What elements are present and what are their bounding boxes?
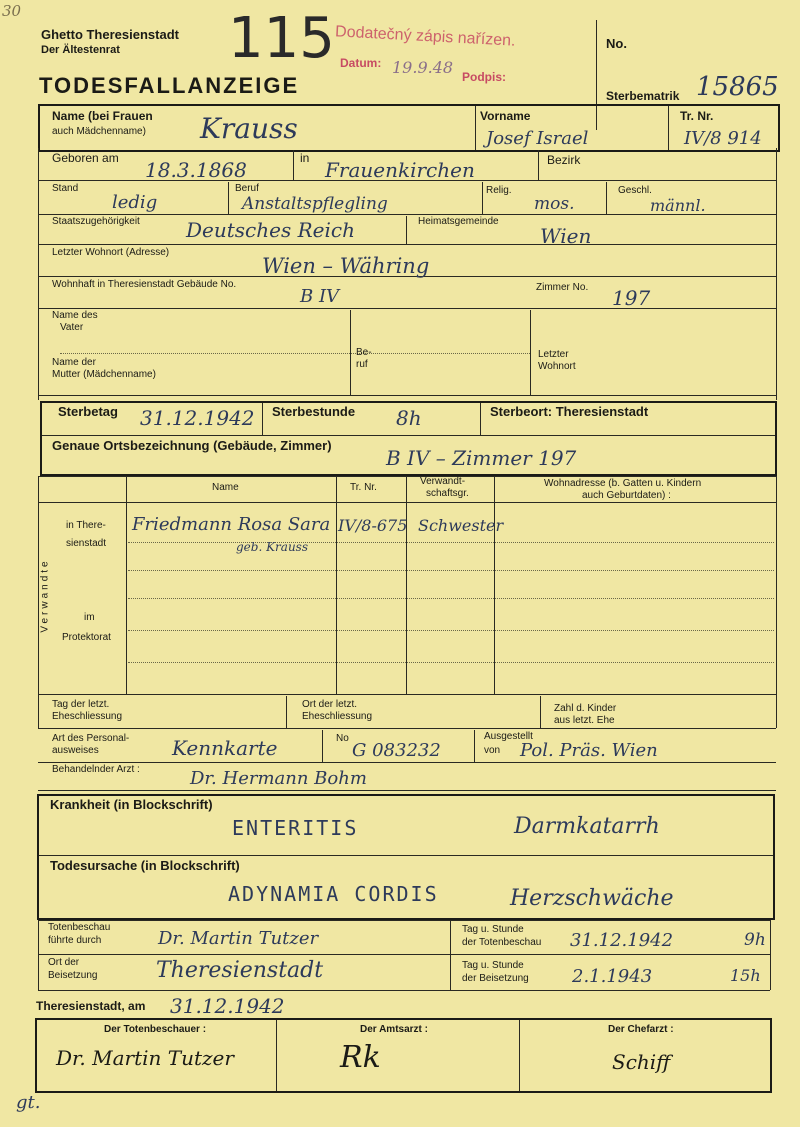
relative-trnr: IV/8-675 [338,516,408,535]
kinder-label-2: aus letzt. Ehe [554,715,615,726]
zimmer-value: 197 [612,286,651,310]
sterbematrik-label: Sterbematrik [606,89,680,103]
beisetzung-tag-label-2: der Beisetzung [462,973,529,984]
ortsbezeichnung-label: Genaue Ortsbezeichnung (Gebäude, Zimmer) [52,438,332,453]
council-title: Der Ältestenrat [41,44,120,56]
sterbestunde-value: 8h [396,406,422,430]
relative-name-2: geb. Krauss [236,540,308,554]
corner-signature: gt. [16,1092,41,1113]
ausweis-label-1: Art des Personal- [52,733,130,744]
name-label: Name (bei Frauen [52,109,153,123]
stamp-datum-value: 19.9.48 [392,58,454,77]
in-there-label-2: sienstadt [66,538,107,549]
relatives-name-header: Name [212,482,239,493]
ausweis-no-value: G 083232 [352,740,441,761]
beisetzung-label-1: Ort der [48,957,80,968]
arzt-value: Dr. Hermann Bohm [190,768,367,789]
totenbeschau-tag-label-2: der Totenbeschau [462,937,542,948]
wohnhaft-label: Wohnhaft in Theresienstadt Gebäude No. [52,279,237,290]
ausgestellt-label-2: von [484,745,501,756]
wohnort-value: Wien – Währing [262,254,430,278]
no-label: No. [606,36,627,51]
kinder-label-1: Zahl d. Kinder [554,703,617,714]
relatives-verw-header-2: schaftsgr. [426,488,469,499]
relatives-trnr-header: Tr. Nr. [350,482,377,493]
totenbeschau-stunde-value: 9h [744,930,766,950]
surname-value: Krauss [200,112,298,145]
relatives-side-label: Verwandte [39,558,51,633]
relatives-verw-header-1: Verwandt- [420,476,466,487]
totenbeschau-tag-value: 31.12.1942 [570,930,674,951]
geschl-value: männl. [650,196,706,215]
totenbeschau-label-1: Totenbeschau [48,922,111,933]
mutter-label-2: Mutter (Mädchenname) [52,369,156,380]
heimat-label: Heimatsgemeinde [418,216,499,227]
amtsarzt-label: Der Amtsarzt : [360,1024,428,1035]
geboren-label: Geboren am [52,151,119,165]
protektorat-label: Protektorat [62,632,111,643]
totenbeschau-tag-label-1: Tag u. Stunde [462,924,524,935]
parents-beruf-label-2: ruf [356,359,368,370]
parents-wohnort-label-1: Letzter [538,349,569,360]
beschauer-label: Der Totenbeschauer : [104,1024,207,1035]
parents-wohnort-label-2: Wohnort [538,361,576,372]
ausweis-value: Kennkarte [172,736,278,760]
ehe-ort-label-2: Eheschliessung [302,711,373,722]
sterbematrik-value: 15865 [696,72,779,102]
relig-label: Relig. [486,185,512,196]
ausweis-no-label: No [336,733,349,744]
ausgestellt-value: Pol. Präs. Wien [520,740,658,761]
heimat-value: Wien [540,224,592,248]
sterbetag-label: Sterbetag [58,404,118,419]
vater-label-1: Name des [52,310,98,321]
vorname-value: Josef Israel [486,128,589,149]
trnr-value: IV/8 914 [684,128,762,149]
relative-name: Friedmann Rosa Sara [132,514,331,535]
ortsbezeichnung-value: B IV – Zimmer 197 [386,446,577,470]
closing-place-label: Theresienstadt, am [36,999,146,1013]
parents-beruf-label-1: Be- [356,347,372,358]
beisetzung-stunde-value: 15h [730,966,761,985]
ursache-hand: Herzschwäche [510,886,674,911]
stamp-number: 115 [228,6,335,71]
stand-value: ledig [112,192,158,213]
beisetzung-tag-label-1: Tag u. Stunde [462,960,524,971]
stamp-podpis-label: Podpis: [462,70,506,84]
mutter-label-1: Name der [52,357,96,368]
ursache-block: ADYNAMIA CORDIS [228,882,439,906]
staat-label: Staatszugehörigkeit [52,216,140,227]
birthplace-label: in [300,151,310,165]
wohnort-label: Letzter Wohnort (Adresse) [52,247,170,258]
geboren-value: 18.3.1868 [145,158,247,182]
wohnhaft-value: B IV [300,286,340,307]
birthplace-value: Frauenkirchen [325,158,475,182]
beruf-label: Beruf [235,183,259,194]
vater-label-2: Vater [60,322,84,333]
im-label: im [84,612,95,623]
ehe-tag-label-2: Eheschliessung [52,711,123,722]
ehe-tag-label-1: Tag der letzt. [52,699,110,710]
ghetto-title: Ghetto Theresienstadt [41,27,179,42]
relig-value: mos. [534,194,575,214]
relatives-wohn-header-1: Wohnadresse (b. Gatten u. Kindern [544,478,702,489]
totenbeschau-value: Dr. Martin Tutzer [158,928,319,949]
beisetzung-label-2: Beisetzung [48,970,98,981]
relatives-wohn-header-2: auch Geburtdaten) : [582,490,671,501]
geschl-label: Geschl. [618,185,652,196]
totenbeschau-label-2: führte durch [48,935,102,946]
arzt-label: Behandelnder Arzt : [52,764,140,775]
krankheit-hand: Darmkatarrh [514,814,660,839]
beisetzung-value: Theresienstadt [156,958,324,983]
page-number: 30 [2,2,22,20]
sterbetag-value: 31.12.1942 [140,406,255,430]
chefarzt-label: Der Chefarzt : [608,1024,674,1035]
closing-date-value: 31.12.1942 [170,994,285,1018]
zimmer-label: Zimmer No. [536,282,589,293]
staat-value: Deutsches Reich [186,218,355,242]
amtsarzt-signature: Rk [340,1040,381,1075]
name-label-2: auch Mädchenname) [52,126,146,137]
form-title: TODESFALLANZEIGE [39,73,300,98]
stamp-datum-label: Datum: [340,56,382,70]
krankheit-block: ENTERITIS [232,816,359,840]
sterbeort-label: Sterbeort: Theresienstadt [490,404,649,419]
beisetzung-tag-value: 2.1.1943 [572,966,653,987]
chefarzt-signature: Schiff [612,1050,671,1074]
vorname-label: Vorname [480,109,531,123]
sterbestunde-label: Sterbestunde [272,404,356,419]
krankheit-label: Krankheit (in Blockschrift) [50,797,213,812]
relative-verw: Schwester [418,516,504,535]
bezirk-label: Bezirk [547,153,581,167]
stamp-note: Dodatečný zápis nařízen. [334,23,516,50]
ausweis-label-2: ausweises [52,745,99,756]
in-there-label-1: in There- [66,520,106,531]
ehe-ort-label-1: Ort der letzt. [302,699,358,710]
beschauer-signature: Dr. Martin Tutzer [56,1046,234,1070]
ausgestellt-label-1: Ausgestellt [484,731,533,742]
beruf-value: Anstaltspflegling [242,194,388,214]
stand-label: Stand [52,183,79,194]
trnr-label: Tr. Nr. [680,109,714,123]
ursache-label: Todesursache (in Blockschrift) [50,858,240,873]
